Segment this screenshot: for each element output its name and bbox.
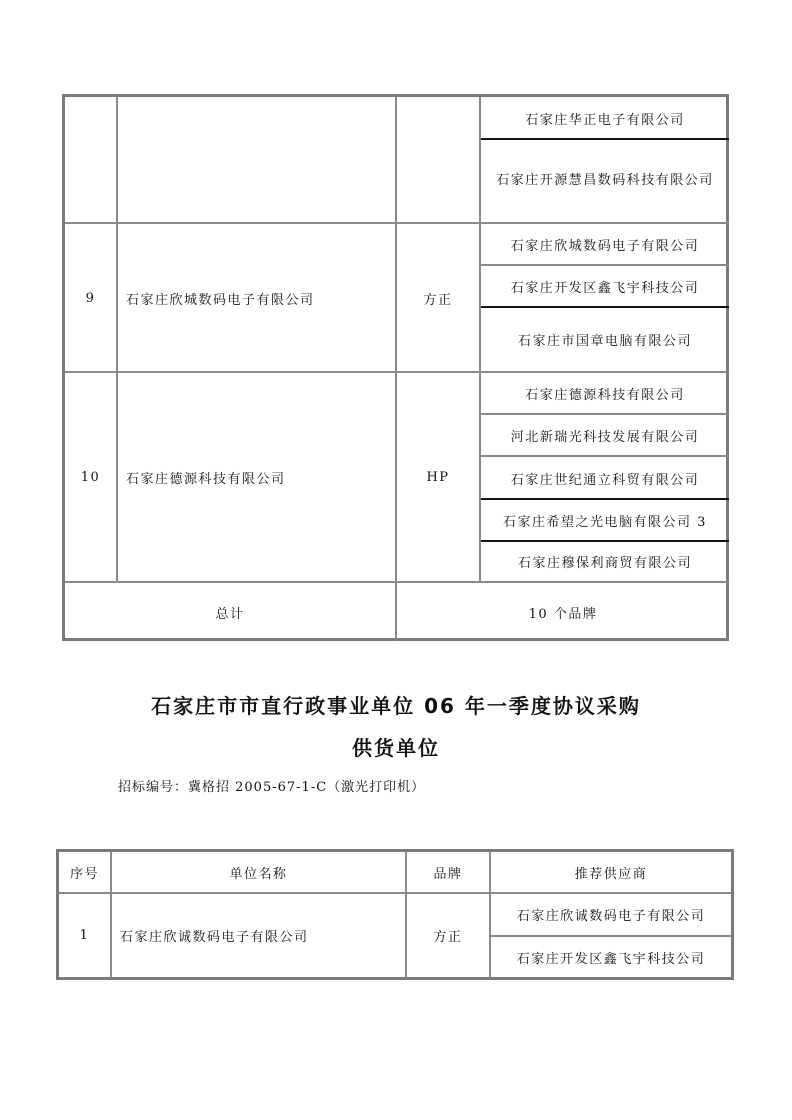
supplier-cell <box>481 542 729 581</box>
brand-name: 方正 <box>423 292 453 308</box>
supplier-cell <box>481 139 729 223</box>
supplier-name: 石家庄开发区鑫飞宇科技公司 <box>516 951 706 967</box>
supplier-name: 石家庄开源慧昌数码科技有限公司 <box>496 173 714 188</box>
supplier-cell <box>481 415 729 456</box>
supplier-cell <box>481 224 729 265</box>
header-label: 推荐供应商 <box>574 867 648 882</box>
tender-number: 招标编号：冀格招 2005-67-1-C（激光打印机） <box>118 780 426 795</box>
supplier-cell <box>481 308 729 371</box>
index-cell <box>65 373 116 581</box>
header-label: 单位名称 <box>229 867 288 882</box>
supplier-name: 石家庄市国章电脑有限公司 <box>517 334 692 349</box>
section-title-line2: 供货单位 <box>352 736 440 760</box>
row-index: 9 <box>85 290 96 306</box>
supplier-cell <box>481 97 729 139</box>
supplier-cell <box>481 265 729 307</box>
supplier-cell <box>481 457 729 499</box>
header-suppliers <box>491 852 731 893</box>
total-value-cell <box>397 583 729 641</box>
supplier-cell <box>481 373 729 414</box>
unit-cell <box>118 373 395 581</box>
supplier-name: 石家庄世纪通立科贸有限公司 <box>510 472 700 488</box>
section-title-line1: 石家庄市市直行政事业单位 06 年一季度协议采购 <box>151 694 641 718</box>
supplier-cell <box>491 894 731 935</box>
header-index <box>59 852 110 893</box>
supplier-name: 石家庄欣城数码电子有限公司 <box>510 239 700 254</box>
unit-cell <box>118 224 395 372</box>
supplier-name: 石家庄欣诚数码电子有限公司 <box>516 909 706 924</box>
header-label: 品牌 <box>433 867 463 882</box>
supplier-name: 石家庄开发区鑫飞宇科技公司 <box>510 280 700 296</box>
row-index: 1 <box>79 928 90 943</box>
header-brand <box>407 852 489 893</box>
total-label: 总计 <box>215 606 245 622</box>
index-cell <box>59 894 110 977</box>
supplier-table-continued <box>62 94 729 641</box>
supplier-table <box>56 849 734 980</box>
total-value: 10 个品牌 <box>528 606 598 622</box>
unit-cell <box>112 894 405 977</box>
supplier-name: 石家庄华正电子有限公司 <box>525 112 685 128</box>
total-label-cell <box>65 583 395 641</box>
row-index: 10 <box>80 469 101 485</box>
supplier-cell <box>491 937 731 977</box>
brand-cell <box>397 224 479 372</box>
unit-name: 石家庄欣城数码电子有限公司 <box>126 292 315 308</box>
brand-cell <box>407 894 489 977</box>
unit-name: 石家庄德源科技有限公司 <box>126 471 286 487</box>
supplier-name: 石家庄希望之光电脑有限公司 3 <box>503 515 707 530</box>
supplier-name: 石家庄德源科技有限公司 <box>525 388 685 403</box>
brand-name: 方正 <box>433 930 463 945</box>
supplier-name: 石家庄穆保利商贸有限公司 <box>517 556 692 571</box>
unit-name: 石家庄欣诚数码电子有限公司 <box>120 930 309 945</box>
supplier-cell <box>481 500 729 541</box>
header-unit <box>112 852 405 893</box>
brand-cell <box>397 373 479 581</box>
brand-name: HP <box>426 469 450 485</box>
index-cell <box>65 224 116 372</box>
header-label: 序号 <box>69 867 99 882</box>
supplier-name: 河北新瑞光科技发展有限公司 <box>510 430 700 445</box>
